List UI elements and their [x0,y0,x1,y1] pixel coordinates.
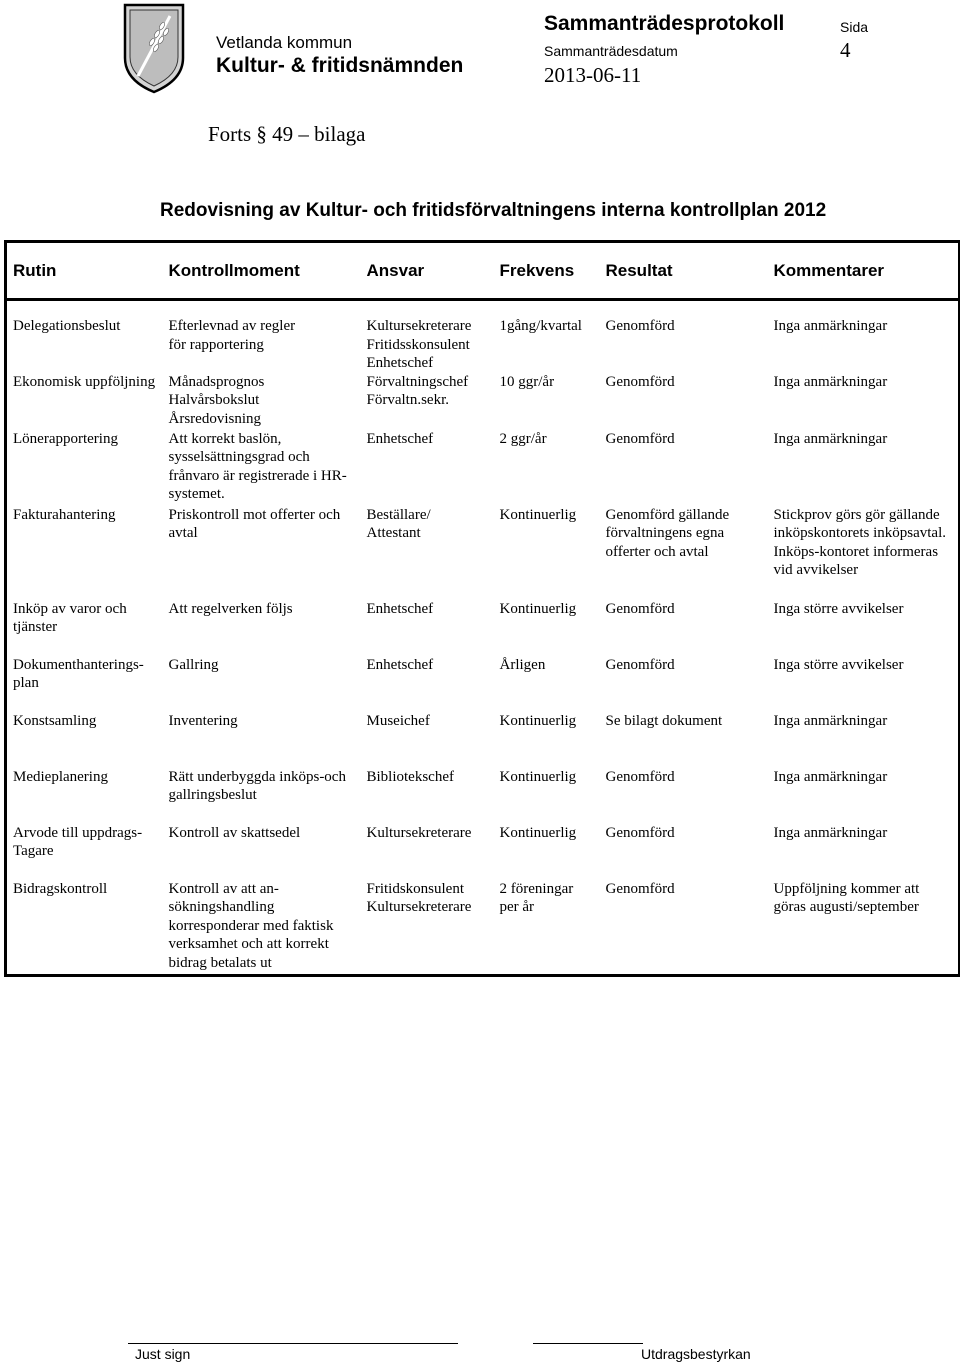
table-cell-ansvar: Kultursekreterare Fritidsskonsulent Enhetschef [366,318,472,371]
table-cell-resultat: Genomförd [605,656,675,673]
table-header-row [6,242,960,300]
page-label: Sida [840,19,869,35]
table-cell-resultat: Genomförd gällande förvaltningens egna offerter och avtal [605,506,730,560]
table-row [6,824,960,880]
protocol-title: Sammanträdesprotokoll [544,12,785,35]
table-cell-rutin: Ekonomisk uppföljning [13,373,156,390]
table-cell-kommentarer: Inga anmärkningar [773,824,888,841]
table-cell-frekvens: Kontinuerlig [499,600,577,617]
table-cell-frekvens: Kontinuerlig [499,768,577,785]
table-cell-kontrollmoment: Att regelverken följs [168,600,293,617]
table-cell-ansvar: Bibliotekschef [366,768,454,785]
table-cell-kontrollmoment: Inventering [168,712,238,729]
document-title: Redovisning av Kultur- och fritidsförvaltningens interna kontrollplan 2012 [160,200,827,221]
table-cell-kommentarer: Inga anmärkningar [773,373,888,390]
section-reference: Forts § 49 – bilaga [208,122,366,146]
committee-name: Kultur- & fritidsnämnden [216,54,464,77]
table-cell-rutin: Fakturahantering [13,506,116,523]
signature-line [128,1343,458,1344]
table-cell-kommentarer: Inga anmärkningar [773,712,888,729]
column-header-rutin: Rutin [6,242,163,300]
table-cell-rutin: Inköp av varor och tjänster [13,600,127,635]
table-cell-ansvar: Kultursekreterare [366,824,472,841]
table-cell-frekvens: Årligen [499,656,546,673]
table-cell-frekvens: 1gång/kvartal [499,318,582,334]
table-cell-resultat: Genomförd [605,373,675,390]
table-cell-resultat: Genomförd [605,768,675,785]
table-cell-ansvar: Förvaltningschef Förvaltn.sekr. [366,373,469,408]
table-row [6,600,960,656]
table-cell-kommentarer: Uppföljning kommer att göras augusti/september [773,880,920,915]
table-cell-resultat: Genomförd [605,318,675,334]
table-cell-frekvens: 10 ggr/år [499,373,555,390]
table-cell-rutin: Konstsamling [13,712,97,729]
table-cell-kontrollmoment: Efterlevnad av regler för rapportering [168,318,296,353]
table-cell-kommentarer: Inga anmärkningar [773,430,888,447]
table-cell-rutin: Delegationsbeslut [13,318,121,334]
table-cell-frekvens: 2 föreningar per år [499,880,574,915]
table-row [6,300,960,373]
column-header-kontrollmoment: Kontrollmoment [163,242,361,300]
table-cell-ansvar: Beställare/ Attestant [366,506,431,541]
table-cell-kommentarer: Inga större avvikelser [773,600,904,617]
table-cell-kommentarer: Inga anmärkningar [773,318,888,334]
table-cell-ansvar: Fritidskonsulent Kultursekreterare [366,880,472,915]
table-cell-kommentarer: Stickprov görs gör gällande inköpskontorets inköpsavtal. Inköps-kontoret informeras vid avvikelser [773,506,946,578]
table-cell-kontrollmoment: Priskontroll mot offerter och avtal [168,506,341,541]
table-row [6,373,960,430]
municipality-name: Vetlanda kommun [216,33,353,52]
column-header-kommentarer: Kommentarer [768,242,960,300]
column-header-ansvar: Ansvar [361,242,494,300]
table-cell-rutin: Lönerapportering [13,430,118,447]
control-plan-table [4,240,960,977]
meeting-date-label: Sammanträdesdatum [544,43,678,59]
table-cell-resultat: Genomförd [605,430,675,447]
municipality-coat-of-arms-logo [122,2,186,94]
table-row [6,880,960,976]
excerpt-certification-label: Utdragsbestyrkan [641,1346,751,1362]
column-header-resultat: Resultat [600,242,768,300]
table-row [6,768,960,824]
table-cell-ansvar: Enhetschef [366,600,434,617]
table-cell-frekvens: 2 ggr/år [499,430,547,447]
table-cell-kontrollmoment: Månadsprognos Halvårsbokslut Årsredovisning [168,373,265,427]
table-cell-frekvens: Kontinuerlig [499,824,577,841]
table-cell-kommentarer: Inga anmärkningar [773,768,888,785]
table-cell-rutin: Medieplanering [13,768,108,785]
table-cell-ansvar: Museichef [366,712,430,729]
meeting-date: 2013-06-11 [544,63,642,87]
table-cell-rutin: Arvode till uppdrags-Tagare [13,824,143,859]
table-row [6,506,960,600]
table-cell-rutin: Bidragskontroll [13,880,108,897]
table-cell-resultat: Genomförd [605,824,675,841]
table-cell-frekvens: Kontinuerlig [499,712,577,729]
table-cell-ansvar: Enhetschef [366,656,434,673]
table-cell-kontrollmoment: Kontroll av skattsedel [168,824,301,841]
table-row [6,656,960,712]
excerpt-line [533,1343,643,1344]
table-cell-kontrollmoment: Kontroll av att an-sökningshandling korresponderar med faktisk verksamhet och att korrekt bidrag betalats ut [168,880,334,971]
table-cell-kontrollmoment: Gallring [168,656,219,673]
table-cell-kontrollmoment: Att korrekt baslön, sysselsättningsgrad och frånvaro är registrerade i HR-systemet. [168,430,347,502]
table-cell-frekvens: Kontinuerlig [499,506,577,523]
table-cell-kommentarer: Inga större avvikelser [773,656,904,673]
table-cell-resultat: Genomförd [605,600,675,617]
table-row [6,712,960,768]
page-number: 4 [840,38,851,62]
table-cell-resultat: Genomförd [605,880,675,897]
table-cell-kontrollmoment: Rätt underbyggda inköps-och gallringsbeslut [168,768,346,803]
table-cell-resultat: Se bilagt dokument [605,712,723,729]
signature-label: Just sign [135,1346,191,1362]
table-cell-rutin: Dokumenthanterings-plan [13,656,144,691]
table-row [6,430,960,506]
column-header-frekvens: Frekvens [494,242,600,300]
table-cell-ansvar: Enhetschef [366,430,434,447]
